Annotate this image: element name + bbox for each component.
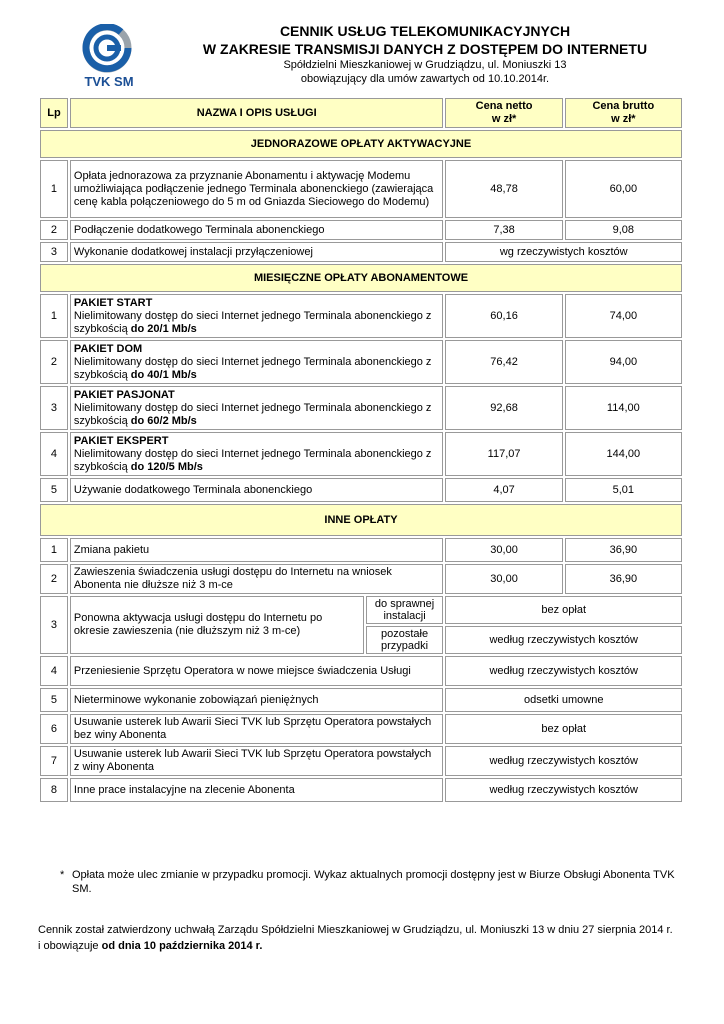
footnote [60,868,690,896]
row-gross: 144,00 [565,432,682,476]
table-row [40,596,682,624]
row-desc: Podłączenie dodatkowego Terminala abonenckiego [70,220,444,240]
row-gross: 114,00 [565,386,682,430]
row-desc: Usuwanie usterek lub Awarii Sieci TVK lub Sprzętu Operatora powstałych bez winy Abonenta [70,714,444,744]
tvk-sm-logo [74,24,144,88]
row-gross: 60,00 [565,160,682,218]
table-row [40,340,682,384]
approval-note [38,922,678,954]
row-lp: 5 [40,688,68,712]
row-lp: 1 [40,538,68,562]
table-row [40,656,682,686]
footnote-text: Opłata może ulec zmianie w przypadku promocji. Wykaz aktualnych promocji dostępny jest w Biurze Obsługi Abonenta TVK SM. [72,869,675,895]
package-speed: do 120/5 Mb/s [130,460,203,473]
section-title: MIESIĘCZNE OPŁATY ABONAMENTOWE [40,264,682,292]
row-lp: 2 [40,340,68,384]
package-name: PAKIET EKSPERT [73,434,169,447]
header-gross: Cena brutto w zł* [565,98,682,128]
row-lp: 7 [40,746,68,776]
row-price: według rzeczywistych kosztów [445,746,682,776]
row-desc: Zmiana pakietu [70,538,444,562]
table-row [40,432,682,476]
row-condition: do sprawnej instalacji [366,596,444,624]
table-row [40,538,682,562]
row-gross: 94,00 [565,340,682,384]
row-net: 60,16 [445,294,562,338]
package-name: PAKIET DOM [73,342,143,355]
row-price: bez opłat [445,596,682,624]
table-row [40,242,682,262]
header-lp: Lp [40,98,68,128]
row-price: odsetki umowne [445,688,682,712]
table-row [40,778,682,802]
subtitle-line-1: Spółdzielni Mieszkaniowej w Grudziądzu, ul. Moniuszki 13 [283,59,567,71]
document-header [190,22,660,86]
price-table [38,96,684,804]
row-gross: 5,01 [565,478,682,502]
row-lp: 4 [40,656,68,686]
row-gross: 74,00 [565,294,682,338]
row-desc: Używanie dodatkowego Terminala abonenckiego [70,478,444,502]
row-lp: 1 [40,160,68,218]
row-price: według rzeczywistych kosztów [445,778,682,802]
row-price: według rzeczywistych kosztów [445,656,682,686]
section-activation [40,130,682,158]
row-net: 76,42 [445,340,562,384]
row-lp: 5 [40,478,68,502]
package-name: PAKIET PASJONAT [73,388,175,401]
row-lp: 2 [40,220,68,240]
row-net: 48,78 [445,160,562,218]
row-desc: Przeniesienie Sprzętu Operatora w nowe miejsce świadczenia Usługi [70,656,444,686]
title-line-2: W ZAKRESIE TRANSMISJI DANYCH Z DOSTĘPEM DO INTERNETU [202,41,648,57]
row-net: 30,00 [445,564,562,594]
row-desc: Zawieszenia świadczenia usługi dostępu do Internetu na wniosek Abonenta nie dłuższe niż 3 m-ce [70,564,444,594]
row-desc: Opłata jednorazowa za przyznanie Abonamentu i aktywację Modemu umożliwiająca podłączenie jednego Terminala abonenckiego (zawierająca cenę kabla połączeniowego do 5 m od Gniazda Sieciowego do Modemu) [70,160,444,218]
approval-date: od dnia 10 października 2014 r. [101,940,263,952]
row-gross: 36,90 [565,538,682,562]
approval-text: Cennik został zatwierdzony uchwałą Zarządu Spółdzielni Mieszkaniowej w Grudziądzu, ul. Moniuszki 13 w dniu 27 sierpnia 2014 r. i obowiązuje [38,924,673,952]
table-row [40,220,682,240]
table-row [40,478,682,502]
row-net: 30,00 [445,538,562,562]
table-row [40,746,682,776]
row-lp: 6 [40,714,68,744]
package-desc: Nielimitowany dostęp do sieci Internet jednego Terminala abonenckiego z szybkością [73,309,432,335]
package-speed: do 40/1 Mb/s [130,368,197,381]
row-desc [70,340,444,384]
package-desc: Nielimitowany dostęp do sieci Internet jednego Terminala abonenckiego z szybkością [73,447,432,473]
tvk-sm-logo-icon [74,24,144,88]
table-row [40,160,682,218]
section-monthly [40,264,682,292]
row-price: wg rzeczywistych kosztów [445,242,682,262]
table-row [40,294,682,338]
row-gross: 36,90 [565,564,682,594]
row-price: według rzeczywistych kosztów [445,626,682,654]
table-header-row [40,98,682,128]
row-net: 7,38 [445,220,562,240]
title-line-1: CENNIK USŁUG TELEKOMUNIKACYJNYCH [279,23,571,39]
row-condition: pozostałe przypadki [366,626,444,654]
row-desc: Inne prace instalacyjne na zlecenie Abonenta [70,778,444,802]
row-net: 92,68 [445,386,562,430]
package-speed: do 60/2 Mb/s [130,414,197,427]
row-lp: 2 [40,564,68,594]
row-lp: 3 [40,242,68,262]
table-row [40,564,682,594]
section-title: INNE OPŁATY [40,504,682,536]
row-lp: 1 [40,294,68,338]
row-desc: Usuwanie usterek lub Awarii Sieci TVK lub Sprzętu Operatora powstałych z winy Abonenta [70,746,444,776]
row-desc: Ponowna aktywacja usługi dostępu do Internetu po okresie zawieszenia (nie dłuższym niż 3 m-ce) [70,596,364,654]
row-desc: Wykonanie dodatkowej instalacji przyłączeniowej [70,242,444,262]
row-desc [70,294,444,338]
row-net: 117,07 [445,432,562,476]
row-lp: 3 [40,386,68,430]
section-title: JEDNORAZOWE OPŁATY AKTYWACYJNE [40,130,682,158]
package-name: PAKIET START [73,296,153,309]
package-desc: Nielimitowany dostęp do sieci Internet jednego Terminala abonenckiego z szybkością [73,355,432,381]
row-lp: 8 [40,778,68,802]
package-desc: Nielimitowany dostęp do sieci Internet jednego Terminala abonenckiego z szybkością [73,401,432,427]
row-lp: 4 [40,432,68,476]
row-gross: 9,08 [565,220,682,240]
table-row [40,714,682,744]
header-net: Cena netto w zł* [445,98,562,128]
section-other [40,504,682,536]
row-net: 4,07 [445,478,562,502]
row-price: bez opłat [445,714,682,744]
row-desc [70,386,444,430]
subtitle-line-2: obowiązujący dla umów zawartych od 10.10.2014r. [300,73,550,85]
header-name: NAZWA I OPIS USŁUGI [70,98,444,128]
package-speed: do 20/1 Mb/s [130,322,197,335]
table-row [40,688,682,712]
row-desc [70,432,444,476]
logo-text: TVK SM [84,74,134,88]
row-lp: 3 [40,596,68,654]
row-desc: Nieterminowe wykonanie zobowiązań pieniężnych [70,688,444,712]
table-row [40,386,682,430]
footnote-mark: * [60,869,65,881]
